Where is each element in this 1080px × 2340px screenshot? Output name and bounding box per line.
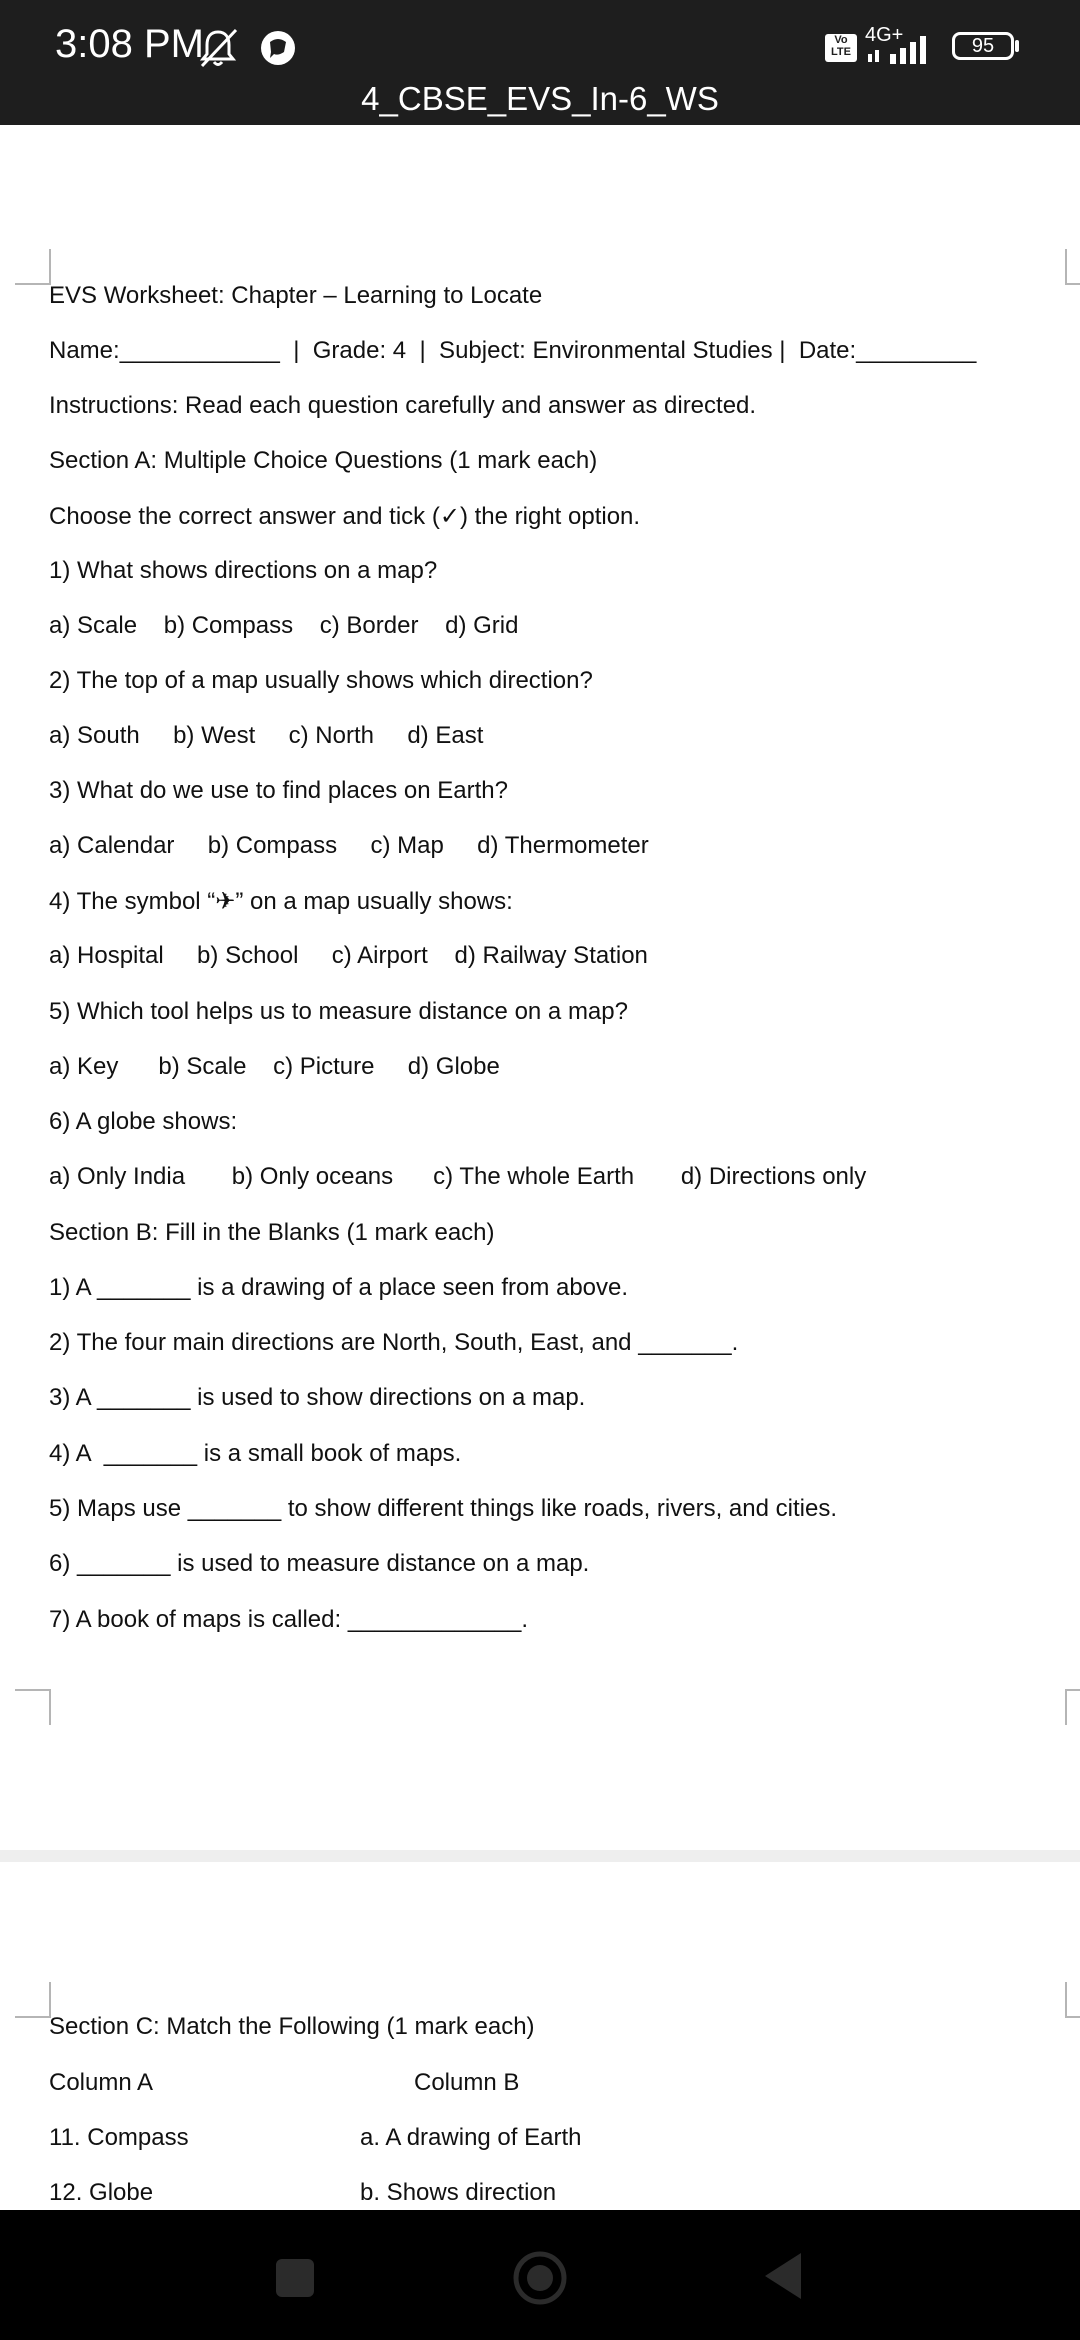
status-time: 3:08 PM [55, 22, 204, 66]
answer-options: a) Key b) Scale c) Picture d) Globe [49, 1053, 500, 1080]
status-bar [0, 0, 1080, 125]
battery-tip [1015, 40, 1019, 52]
instructions-line: Instructions: Read each question carefully and answer as directed. [49, 392, 757, 419]
home-button[interactable] [512, 2250, 568, 2306]
page-corner-mark [1065, 1982, 1080, 2018]
signal-strength-icon [866, 36, 936, 64]
question-text: 1) What shows directions on a map? [49, 557, 438, 584]
recent-apps-button[interactable] [276, 2259, 314, 2297]
page-corner-mark [1065, 1689, 1080, 1725]
volte-indicator: Vo LTE [825, 34, 857, 62]
student-info-line: Name:____________ | Grade: 4 | Subject: Environmental Studies | Date:_________ [49, 337, 977, 364]
fill-blank-question: 6) _______ is used to measure distance on a map. [49, 1550, 590, 1577]
answer-options: a) Calendar b) Compass c) Map d) Thermometer [49, 832, 649, 859]
question-text: 3) What do we use to find places on Earth? [49, 777, 508, 804]
system-navigation-bar [0, 2210, 1080, 2340]
section-a-heading: Section A: Multiple Choice Questions (1 mark each) [49, 447, 598, 474]
page-separator [0, 1850, 1080, 1862]
fill-blank-question: 5) Maps use _______ to show different things like roads, rivers, and cities. [49, 1495, 837, 1522]
question-text: 2) The top of a map usually shows which direction? [49, 667, 593, 694]
question-text: 6) A globe shows: [49, 1108, 238, 1135]
answer-options: a) South b) West c) North d) East [49, 722, 484, 749]
page-corner-mark [15, 1689, 51, 1725]
answer-options: a) Hospital b) School c) Airport d) Railway Station [49, 942, 648, 969]
notification-muted-icon [196, 26, 240, 70]
match-item-a: 12. Globe [49, 2179, 154, 2206]
battery-indicator: 95 [952, 32, 1014, 60]
column-b-header: Column B [414, 2069, 520, 2096]
question-text: 4) The symbol “✈” on a map usually shows: [49, 888, 513, 915]
fill-blank-question: 1) A _______ is a drawing of a place seen from above. [49, 1274, 629, 1301]
section-a-instruction: Choose the correct answer and tick (✓) the right option. [49, 503, 641, 530]
back-button[interactable] [763, 2251, 803, 2301]
question-text: 5) Which tool helps us to measure distance on a map? [49, 998, 628, 1025]
document-title: 4_CBSE_EVS_In-6_WS [361, 80, 719, 117]
section-b-heading: Section B: Fill in the Blanks (1 mark each) [49, 1219, 495, 1246]
fill-blank-question: 3) A _______ is used to show directions on a map. [49, 1384, 586, 1411]
network-type: 4G+ [865, 24, 904, 46]
worksheet-title: EVS Worksheet: Chapter – Learning to Locate [49, 282, 543, 309]
document-page-2[interactable] [0, 1862, 1080, 2210]
answer-options: a) Only India b) Only oceans c) The whole Earth d) Directions only [49, 1163, 867, 1190]
fill-blank-question: 4) A _______ is a small book of maps. [49, 1440, 462, 1467]
section-c-heading: Section C: Match the Following (1 mark each) [49, 2013, 535, 2040]
fill-blank-question: 2) The four main directions are North, South, East, and _______. [49, 1329, 739, 1356]
chat-app-icon [258, 28, 298, 68]
match-item-b: b. Shows direction [360, 2179, 557, 2206]
match-item-a: 11. Compass [49, 2124, 189, 2151]
column-a-header: Column A [49, 2069, 154, 2096]
page-corner-mark [1065, 249, 1080, 285]
answer-options: a) Scale b) Compass c) Border d) Grid [49, 612, 519, 639]
match-item-b: a. A drawing of Earth [360, 2124, 582, 2151]
page-corner-mark [15, 1982, 51, 2018]
page-corner-mark [15, 249, 51, 285]
fill-blank-question: 7) A book of maps is called: _____________. [49, 1606, 529, 1633]
document-page-1[interactable] [0, 125, 1080, 1850]
